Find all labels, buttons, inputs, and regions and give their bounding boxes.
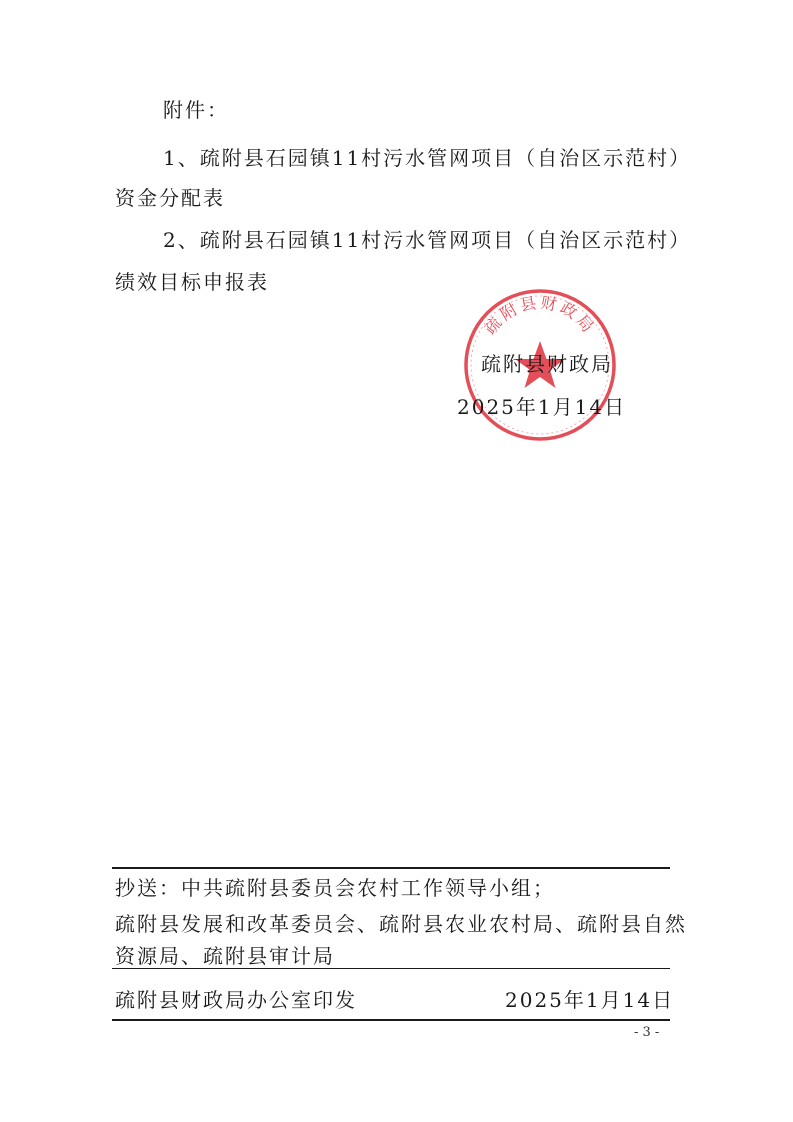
signature-date: 2025年1月14日	[457, 395, 627, 419]
cc-line-3: 资源局、疏附县审计局	[115, 944, 335, 968]
issue-date: 2025年1月14日	[505, 988, 675, 1012]
footer-top-rule	[112, 867, 670, 869]
signature-org: 疏附县财政局	[481, 352, 613, 376]
seal-text	[481, 293, 600, 338]
attachments-heading: 附件：	[163, 98, 229, 122]
cc-line-1: 抄送：中共疏附县委员会农村工作领导小组；	[115, 876, 555, 900]
cc-line-2: 疏附县发展和改革委员会、疏附县农业农村局、疏附县自然	[115, 912, 687, 936]
attachment-item-2-line-2: 绩效目标申报表	[115, 270, 269, 294]
seal-arc-text: 疏附县财政局	[480, 292, 600, 339]
attachment-item-2-line-1: 2、疏附县石园镇11村污水管网项目（自治区示范村）	[163, 228, 692, 252]
attachment-item-1-line-2: 资金分配表	[115, 186, 225, 210]
page-number: - 3 -	[634, 1025, 660, 1040]
footer-bottom-rule	[112, 1019, 670, 1021]
issuer-line: 疏附县财政局办公室印发	[115, 988, 357, 1012]
attachment-item-1-line-1: 1、疏附县石园镇11村污水管网项目（自治区示范村）	[163, 146, 692, 170]
footer-middle-rule	[112, 968, 670, 969]
